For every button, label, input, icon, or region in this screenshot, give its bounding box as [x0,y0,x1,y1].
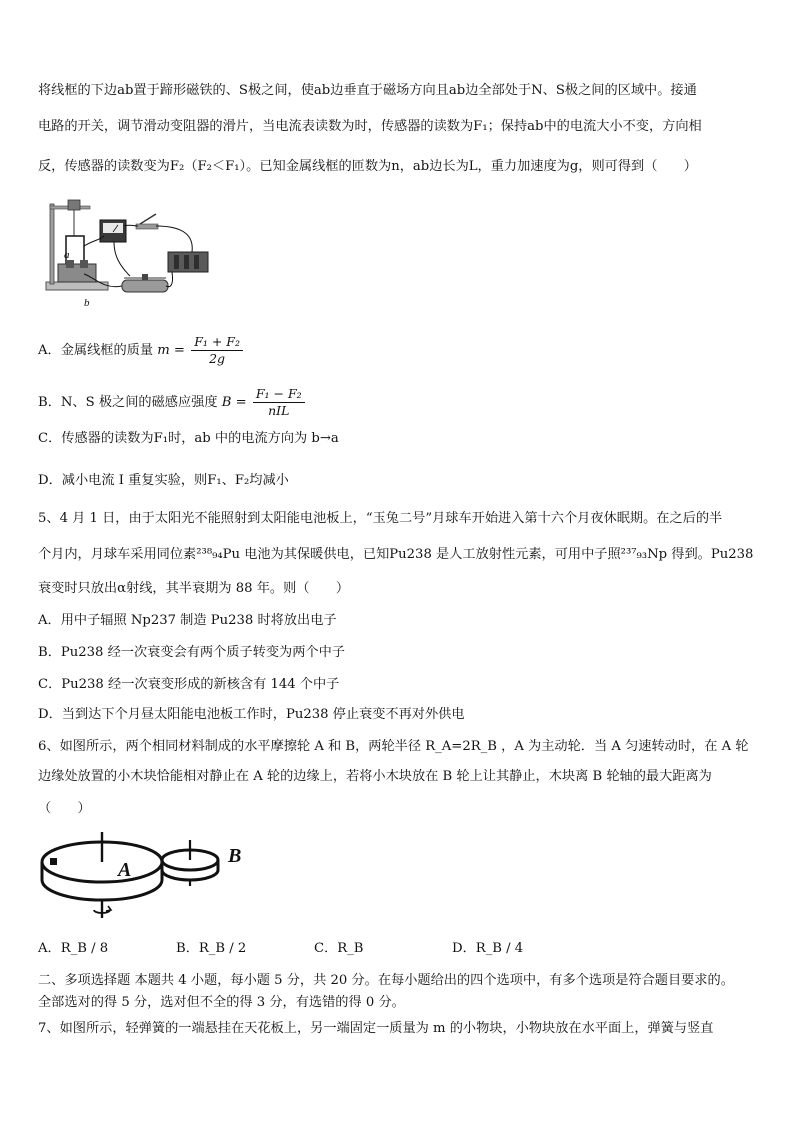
q4-line-2: 电路的开关，调节滑动变阻器的滑片，当电流表读数为时，传感器的读数为F₁；保持ab中的电流大小不变，方向相 [38,119,702,134]
q5-line-3: 衰变时只放出α射线，其半衰期为 88 年。则（ ） [38,581,350,596]
q4-option-c: C．传感器的读数为F₁时，ab 中的电流方向为 b→a [38,431,339,446]
q4-line-3: 反，传感器的读数变为F₂（F₂＜F₁）。已知金属线框的匝数为n，ab边长为L，重力加速度为g，则可得到（ ） [38,159,697,174]
wheel-b-label: B [228,845,242,867]
q4-option-a-lhs: m = [157,343,185,358]
q4-option-b-denominator: nIL [268,403,290,418]
q6-option-c: C．R_B [314,941,364,956]
q4-option-b [38,386,307,419]
q4-option-a-denominator: 2g [209,351,226,366]
q6-option-d: D．R_B / 4 [452,941,524,956]
q6-wheels-figure [38,822,258,928]
q5-option-d: D．当到达下个月昼太阳能电池板工作时，Pu238 停止衰变不再对外供电 [38,707,465,722]
section2-line-1: 二、多项选择题 本题共 4 小题，每小题 5 分，共 20 分。在每小题给出的四个选项中，有多个选项是符合题目要求的。 [38,973,734,988]
label-a: a [64,249,70,261]
q5-line-2: 个月内，月球车采用同位素²³⁸₉₄Pu 电池为其保暖供电，已知Pu238 是人工放射性元素，可用中子照²³⁷₉₃Np 得到。Pu238 [38,547,754,562]
q4-option-a-fraction [191,334,243,367]
q4-option-a-prefix: A．金属线框的质量 [38,343,154,358]
q6-line-3: （ ） [38,801,91,816]
q6-line-2: 边缘处放置的小木块恰能相对静止在 A 轮的边缘上，若将小木块放在 B 轮上让其静止，木块离 B 轮轴的最大距离为 [38,769,712,784]
q4-option-b-lhs: B = [221,395,247,410]
q6-line-1: 6、如图所示，两个相同材料制成的水平摩擦轮 A 和 B，两轮半径 R_A=2R_B ，A 为主动轮．当 A 匀速转动时，在 A 轮 [38,739,749,754]
label-b: b [84,297,90,309]
q5-option-c: C．Pu238 经一次衰变形成的新核含有 144 个中子 [38,677,340,692]
q4-apparatus-figure [44,196,220,312]
q4-option-d: D．减小电流 I 重复实验，则F₁、F₂均减小 [38,473,289,488]
q5-line-1: 5、4 月 1 日，由于太阳光不能照射到太阳能电池板上，“玉兔二号”月球车开始进入第十六个月夜休眠期。在之后的半 [38,511,723,526]
q4-option-b-numerator: F₁ − F₂ [253,386,305,403]
wheel-a-label: A [118,859,132,881]
q4-option-a-numerator: F₁ + F₂ [191,334,243,351]
q6-option-a: A．R_B / 8 [38,941,109,956]
q4-option-a [38,334,245,367]
q5-option-a: A．用中子辐照 Np237 制造 Pu238 时将放出电子 [38,613,337,628]
q7-line-1: 7、如图所示，轻弹簧的一端悬挂在天花板上，另一端固定一质量为 m 的小物块，小物块放在水平面上，弹簧与竖直 [38,1021,714,1036]
q4-option-b-prefix: B．N、S 极之间的磁感应强度 [38,395,218,410]
q6-option-b: B．R_B / 2 [176,941,247,956]
q5-option-b: B．Pu238 经一次衰变会有两个质子转变为两个中子 [38,645,345,660]
section2-line-2: 全部选对的得 5 分，选对但不全的得 3 分，有选错的得 0 分。 [38,995,405,1010]
q4-line-1: 将线框的下边ab置于蹄形磁铁的、S极之间，使ab边垂直于磁场方向且ab边全部处于N、S极之间的区域中。接通 [38,83,697,98]
q4-option-b-fraction [253,386,305,419]
